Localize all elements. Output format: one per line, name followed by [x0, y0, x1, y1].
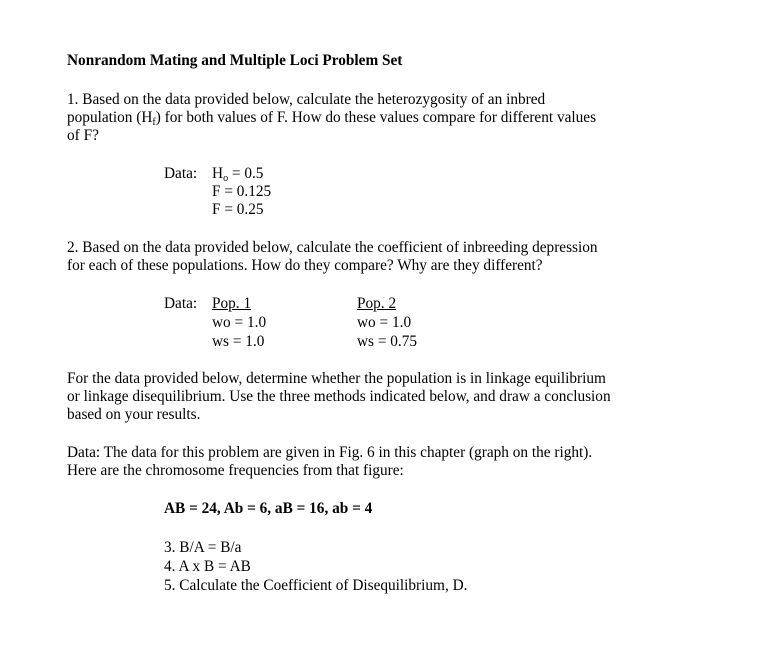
list-item: 3. B/A = B/a: [164, 539, 242, 556]
q1-subscript-o: o: [223, 173, 229, 184]
q2-line-2: for each of these populations. How do they compare? Why are they different?: [67, 257, 543, 274]
q1-f-value-2: F = 0.25: [212, 201, 264, 218]
q3-data-line-2: Here are the chromosome frequencies from that figure:: [67, 462, 404, 479]
q1-h-letter: H: [212, 165, 224, 182]
pop1-wo: wo = 1.0: [212, 314, 267, 331]
q3-line-3: based on your results.: [67, 406, 201, 423]
q3-data-line-1: Data: The data for this problem are given in Fig. 6 in this chapter (graph on the right).: [67, 444, 593, 461]
pop1-ws: ws = 1.0: [212, 333, 265, 350]
pop1-heading: Pop. 1: [212, 295, 252, 312]
q3-line-2: or linkage disequilibrium. Use the three methods indicated below, and draw a conclusion: [67, 388, 611, 405]
q1-h-equals: = 0.5: [228, 165, 264, 182]
method-list: [164, 539, 467, 596]
pop2-wo: wo = 1.0: [357, 314, 412, 331]
q1-line-2-post: ) for both values of F. How do these values compare for different values: [155, 109, 597, 126]
q2-data-label: Data:: [164, 295, 198, 312]
q1-subscript-f: f: [152, 117, 156, 128]
q1-line-2: [67, 109, 596, 129]
list-item: 5. Calculate the Coefficient of Disequilibrium, D.: [164, 577, 468, 594]
q1-line-1: 1. Based on the data provided below, calculate the heterozygosity of an inbred: [67, 91, 546, 108]
pop2-ws: ws = 0.75: [357, 333, 418, 350]
pop2-heading: Pop. 2: [357, 295, 397, 312]
q1-h0-value: [212, 165, 263, 185]
q3-line-1: For the data provided below, determine whether the population is in linkage equilibrium: [67, 370, 606, 387]
chromosome-frequencies: AB = 24, Ab = 6, aB = 16, ab = 4: [164, 500, 373, 517]
list-item: 4. A x B = AB: [164, 558, 251, 575]
q1-line-3: of F?: [67, 127, 99, 144]
q1-line-2-pre: population (H: [67, 109, 153, 126]
q1-data-label: Data:: [164, 165, 198, 182]
page-title: Nonrandom Mating and Multiple Loci Problem Set: [67, 52, 403, 69]
q2-line-1: 2. Based on the data provided below, calculate the coefficient of inbreeding depression: [67, 239, 598, 256]
q1-f-value-1: F = 0.125: [212, 183, 272, 200]
